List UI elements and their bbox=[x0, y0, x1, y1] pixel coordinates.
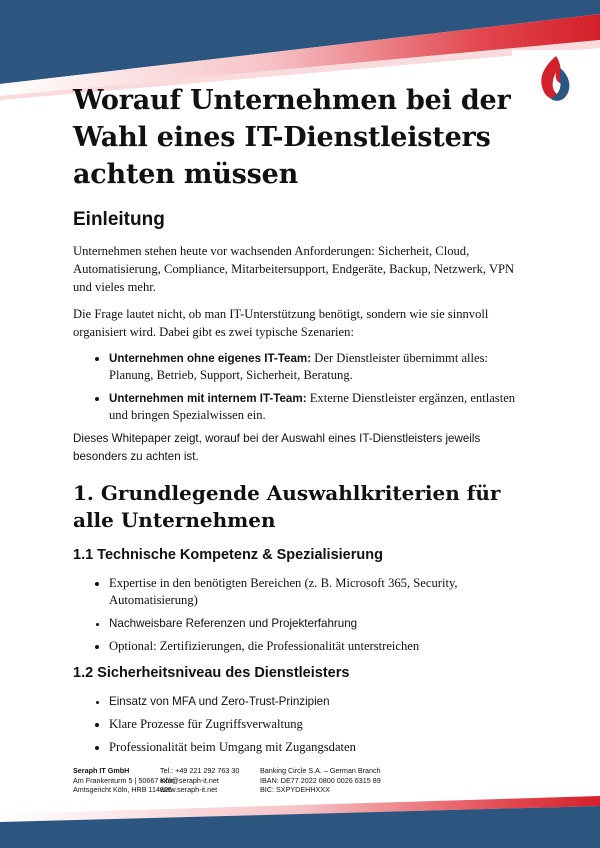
list-item: • Expertise in den benötigten Bereichen (z. B. Microsoft 365, Security, Automatisierung) bbox=[109, 575, 533, 609]
competence-list bbox=[73, 575, 533, 655]
list-item: • Klare Prozesse für Zugriffsverwaltung bbox=[109, 716, 533, 733]
intro-heading: Einleitung bbox=[73, 209, 165, 230]
list-item: • Professionalität beim Umgang mit Zugangsdaten bbox=[109, 739, 533, 756]
footer-company-name: Seraph IT GmbH bbox=[73, 766, 130, 775]
scenario-label: Unternehmen mit internem IT-Team: bbox=[109, 392, 307, 405]
intro-paragraph-2: Die Frage lautet nicht, ob man IT-Unterstützung benötigt, sondern wie sie sinnvoll organisiert wird. Dabei gibt es zwei typische Szenarien: bbox=[73, 307, 489, 339]
scenario-text: Externe Dienstleister ergänzen, entlasten und bringen Spezialwissen ein. bbox=[109, 391, 516, 422]
footer-website[interactable]: www.seraph-it.net bbox=[160, 785, 218, 794]
footer-bank: Banking Circle S.A. – German Branch bbox=[260, 766, 381, 775]
document-body bbox=[73, 82, 533, 762]
intro-paragraph-3: Dieses Whitepaper zeigt, worauf bei der Auswahl eines IT-Dienstleisters jeweils besonders zu achten ist. bbox=[73, 432, 481, 463]
intro-paragraph-1: Unternehmen stehen heute vor wachsenden Anforderungen: Sicherheit, Cloud, Automatisierung, Compliance, Mitarbeitersupport, Endgeräte, Backup, Netzwerk, VPN und vieles mehr. bbox=[73, 244, 515, 294]
security-list bbox=[73, 693, 533, 756]
footer-banner bbox=[0, 788, 600, 848]
list-item: • Optional: Zertifizierungen, die Professionalität unterstreichen bbox=[109, 638, 533, 655]
list-item bbox=[109, 350, 533, 384]
document-title: Worauf Unternehmen bei der Wahl eines IT-Dienstleisters achten müssen bbox=[73, 85, 511, 190]
list-item: • Nachweisbare Referenzen und Projekterfahrung bbox=[109, 615, 533, 632]
footer-iban: IBAN: DE77 2022 0800 0026 6315 89 bbox=[260, 775, 381, 785]
footer-register: Amtsgericht Köln, HRB 114825 bbox=[73, 785, 172, 794]
footer-email[interactable]: info@seraph-it.net bbox=[160, 775, 219, 785]
subsection-1-2-heading: 1.2 Sicherheitsniveau des Dienstleisters bbox=[73, 665, 350, 681]
scenario-text: Der Dienstleister übernimmt alles: Planung, Betrieb, Support, Sicherheit, Beratung. bbox=[109, 351, 489, 382]
list-item: • Einsatz von MFA und Zero-Trust-Prinzipien bbox=[109, 693, 533, 710]
subsection-1-1-heading: 1.1 Technische Kompetenz & Spezialisierung bbox=[73, 547, 383, 563]
footer-address: Am Frankenturm 5 | 50667 Köln bbox=[73, 775, 175, 785]
scenario-list bbox=[73, 350, 533, 424]
footer-phone: Tel.: +49 221 292 763 30 bbox=[160, 766, 240, 775]
section-1-heading: 1. Grundlegende Auswahlkriterien für alle Unternehmen bbox=[73, 481, 501, 532]
footer-bic: BIC: SXPYDEHHXXX bbox=[260, 785, 330, 794]
scenario-label: Unternehmen ohne eigenes IT-Team: bbox=[109, 352, 312, 365]
list-item bbox=[109, 390, 533, 424]
